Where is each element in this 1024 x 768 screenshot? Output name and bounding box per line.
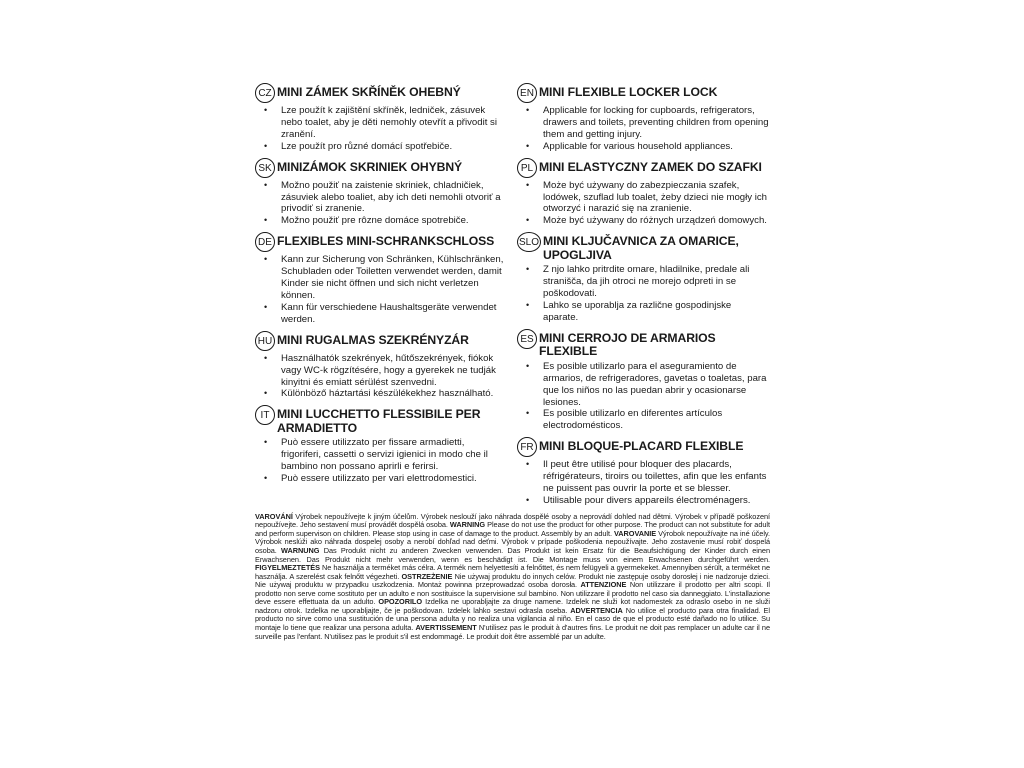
warning-text: Výrobok nepoužívajte na iné účely. Výrobok neslúži ako náhrada dospelej osoby a nerobí dohľad nad deťmi. Výrobok v prípade poškodenia nepoužívajte. Jeho zostavenie musí robiť dospelá osoba.: [255, 528, 770, 556]
language-code-badge: IT: [255, 405, 275, 425]
language-code-badge: HU: [255, 331, 275, 351]
section-title: MINI LUCCHETTO FLESSIBILE PER ARMADIETTO: [277, 407, 481, 435]
bullet-item: • Il peut être utilisé pour bloquer des placards, réfrigérateurs, tiroirs ou toilettes, afin que les enfants ne puissent pas ouvrir la porte et se blesser.: [517, 459, 769, 495]
language-code-badge: CZ: [255, 83, 275, 103]
warning-label: VAROVÁNÍ: [255, 511, 293, 521]
section-heading: [517, 328, 769, 359]
column-left: [255, 82, 507, 511]
bullet-list: [517, 105, 769, 153]
column-right: [517, 82, 769, 511]
language-section-es: [517, 328, 769, 432]
bullet-item: • Z njo lahko pritrdite omare, hladilnike, predale ali stranišča, da jih otroci ne morejo odpreti in se poškodovati.: [517, 264, 769, 300]
section-title: MINI CERROJO DE ARMARIOS FLEXIBLE: [539, 330, 716, 359]
language-columns: [255, 82, 770, 511]
section-heading: [255, 157, 507, 178]
warning-paragraph: [255, 513, 770, 641]
warning-text: N'utilisez pas le produit à d'autres fins. Le produit ne doit pas remplacer un adulte car il ne surveille pas l'enfant. N'utilisez pas le produit s'il est endommagé. Le produit doit être assemblé par un adulte.: [255, 622, 770, 641]
bullet-list: [255, 105, 507, 153]
language-section-sk: [255, 157, 507, 228]
warning-label: WARNUNG: [281, 546, 320, 556]
section-title: MINI KLJUČAVNICA ZA OMARICE, UPOGLJIVA: [543, 234, 739, 262]
warning-label: AVERTISSEMENT: [415, 622, 477, 632]
warning-label: OSTRZEŻENIE: [401, 571, 453, 581]
section-heading: [517, 157, 769, 178]
warning-text: Výrobek nepoužívejte k jiným účelům. Výrobek neslouží jako náhrada dospělé osoby a neprovádí dohled nad dětmi. Výrobek v případě poškození nepoužívejte. Jeho sestavení musí provádět dospělá osoba.: [255, 511, 770, 530]
bullet-list: [255, 254, 507, 325]
language-code-badge: ES: [517, 329, 537, 349]
language-code-badge: FR: [517, 437, 537, 457]
language-code-badge: EN: [517, 83, 537, 103]
language-code-badge: SK: [255, 158, 275, 178]
warning-text: No utilice el producto para otra finalidad. El producto no sirve como una sustitución de una persona adulta y no realiza una vigilancia al niño. En el caso de que el producto esté dañado no lo utilice. Su montaje lo tiene que realizar una persona adulta.: [255, 605, 770, 632]
language-section-en: [517, 82, 769, 153]
bullet-item: • Kann für verschiedene Haushaltsgeräte verwendet werden.: [255, 302, 507, 326]
bullet-item: • Lahko se uporablja za različne gospodinjske aparate.: [517, 300, 769, 324]
warning-label: VAROVANIE: [614, 528, 657, 538]
bullet-item: • Možno použiť pre rôzne domáce spotrebiče.: [255, 215, 507, 227]
language-section-it: [255, 404, 507, 485]
warning-label: OPOZORILO: [378, 597, 423, 607]
bullet-item: • Applicable for locking for cupboards, refrigerators, drawers and toilets, preventing children from opening them and getting injury.: [517, 105, 769, 141]
bullet-item: • Lze použít k zajištění skříněk, ledniček, zásuvek nebo toalet, aby je děti nemohly otevřít a přivodit si zranění.: [255, 105, 507, 141]
section-heading: [255, 404, 507, 435]
language-code-badge: DE: [255, 232, 275, 252]
bullet-item: • Kann zur Sicherung von Schränken, Kühlschränken, Schubladen oder Toiletten verwendet werden, damit Kinder sie nicht öffnen und sich nicht verletzen können.: [255, 254, 507, 302]
bullet-item: • Különböző háztartási készülékekhez használható.: [255, 388, 507, 400]
section-title: MINI FLEXIBLE LOCKER LOCK: [539, 85, 718, 99]
bullet-item: • Utilisable pour divers appareils électroménagers.: [517, 495, 769, 507]
bullet-item: • Può essere utilizzato per vari elettrodomestici.: [255, 473, 507, 485]
warning-text: Nie używaj produktu do innych celów. Produkt nie zastępuje osoby dorosłej i nie nadzoruje dzieci. Nie używaj produktu w przypadku uszkodzenia. Montaż powinna przeprowadzać osoba dorosła.: [255, 571, 771, 590]
bullet-list: [255, 180, 507, 228]
bullet-item: • Può essere utilizzato per fissare armadietti, frigoriferi, cassetti o servizi igienici in modo che il bambino non possano aprirli e ferirsi.: [255, 437, 507, 473]
section-heading: [517, 231, 769, 262]
section-title: MINI RUGALMAS SZEKRÉNYZÁR: [277, 332, 469, 347]
language-section-slo: [517, 231, 769, 324]
bullet-item: • Használhatók szekrények, hűtőszekrények, fiókok vagy WC-k rögzítésére, hogy a gyerekek ne tudják kinyitni és emiatt sérülést szenvedni.: [255, 353, 507, 389]
warning-label: FIGYELMEZTETÉS: [255, 563, 320, 573]
section-heading: [517, 82, 769, 103]
section-title: MINI ZÁMEK SKŘÍNĚK OHEBNÝ: [277, 85, 461, 99]
warning-text: Izdelka ne uporabljajte za druge namene. Izdelek ne služi kot nadomestek za odraslo osebo in ne služi nadzoru otrok. Izdelka ne uporabljajte, če je poškodovan. Izdelek lahko sestavi odrasla oseba.: [255, 597, 771, 615]
language-section-fr: [517, 436, 769, 507]
section-title: MINI BLOQUE-PLACARD FLEXIBLE: [539, 439, 744, 454]
section-heading: [255, 231, 507, 252]
language-section-cz: [255, 82, 507, 153]
bullet-list: [255, 437, 507, 485]
bullet-list: [517, 459, 769, 507]
section-heading: [517, 436, 769, 457]
warning-label: ADVERTENCIA: [570, 605, 623, 615]
bullet-list: [517, 180, 769, 228]
language-section-hu: [255, 330, 507, 401]
language-section-pl: [517, 157, 769, 228]
bullet-item: • Applicable for various household appliances.: [517, 141, 769, 153]
warning-text: Das Produkt nicht zu anderen Zwecken verwenden. Das Produkt ist kein Ersatz für die Beaufsichtigung der Kinder durch einen Erwachsenen. Das Produkt nicht mehr verwenden, wenn es beschädigt ist. Die Montage muss von einem Erwachsenen durchgeführt werden.: [255, 546, 770, 564]
instruction-sheet: [255, 82, 770, 641]
bullet-item: • Es posible utilizarlo para el aseguramiento de armarios, de refrigeradores, gavetas o toaletas, para que los niños no las puedan abrir y ocasionarse lesiones.: [517, 361, 769, 409]
bullet-item: • Lze použít pro různé domácí spotřebiče.: [255, 141, 507, 153]
bullet-item: • Może być używany do różnych urządzeń domowych.: [517, 215, 769, 227]
language-section-de: [255, 231, 507, 325]
bullet-list: [517, 361, 769, 432]
section-title: MINI ELASTYCZNY ZAMEK DO SZAFKI: [539, 159, 762, 174]
language-code-badge: SLO: [517, 232, 541, 252]
warning-text: Ne használja a terméket más célra. A termék nem helyettesíti a felnőttet, és nem felügyeli a gyermekeket. Amennyiben sérült, a terméket ne használja. A szerelést csak felnőtt végezheti.: [255, 563, 770, 581]
warning-label: WARNING: [449, 520, 486, 530]
bullet-list: [517, 264, 769, 324]
warning-text: Please do not use the product for other purpose. The product can not substitute for adult and perform supervison on children. Please stop using in case of damage to the product. Assembly by an adult.: [255, 520, 770, 538]
bullet-item: • Es posible utilizarlo en diferentes artículos electrodomésticos.: [517, 408, 769, 432]
language-code-badge: PL: [517, 158, 537, 178]
bullet-item: • Možno použiť na zaistenie skriniek, chladničiek, zásuviek alebo toaliet, aby ich deti nemohli otvoriť a privodiť si zranenie.: [255, 180, 507, 216]
section-title: FLEXIBLES MINI-SCHRANKSCHLOSS: [277, 234, 495, 249]
warning-label: ATTENZIONE: [580, 580, 627, 590]
bullet-item: • Może być używany do zabezpieczania szafek, lodówek, szuflad lub toalet, żeby dzieci nie mogły ich otworzyć i narazić się na zranienie.: [517, 180, 769, 216]
section-title: MINIZÁMOK SKRINIEK OHYBNÝ: [277, 159, 463, 174]
section-heading: [255, 82, 507, 103]
warning-text: Non utilizzare il prodotto per altri scopi. Il prodotto non serve come sostituto per un adulto e non sostituisce la supervisione sul bambino. Non utilizzare il prodotto nel caso sia danneggiato. L'installazione deve essere effettuata da un adulto.: [255, 580, 770, 607]
bullet-list: [255, 353, 507, 401]
section-heading: [255, 330, 507, 351]
